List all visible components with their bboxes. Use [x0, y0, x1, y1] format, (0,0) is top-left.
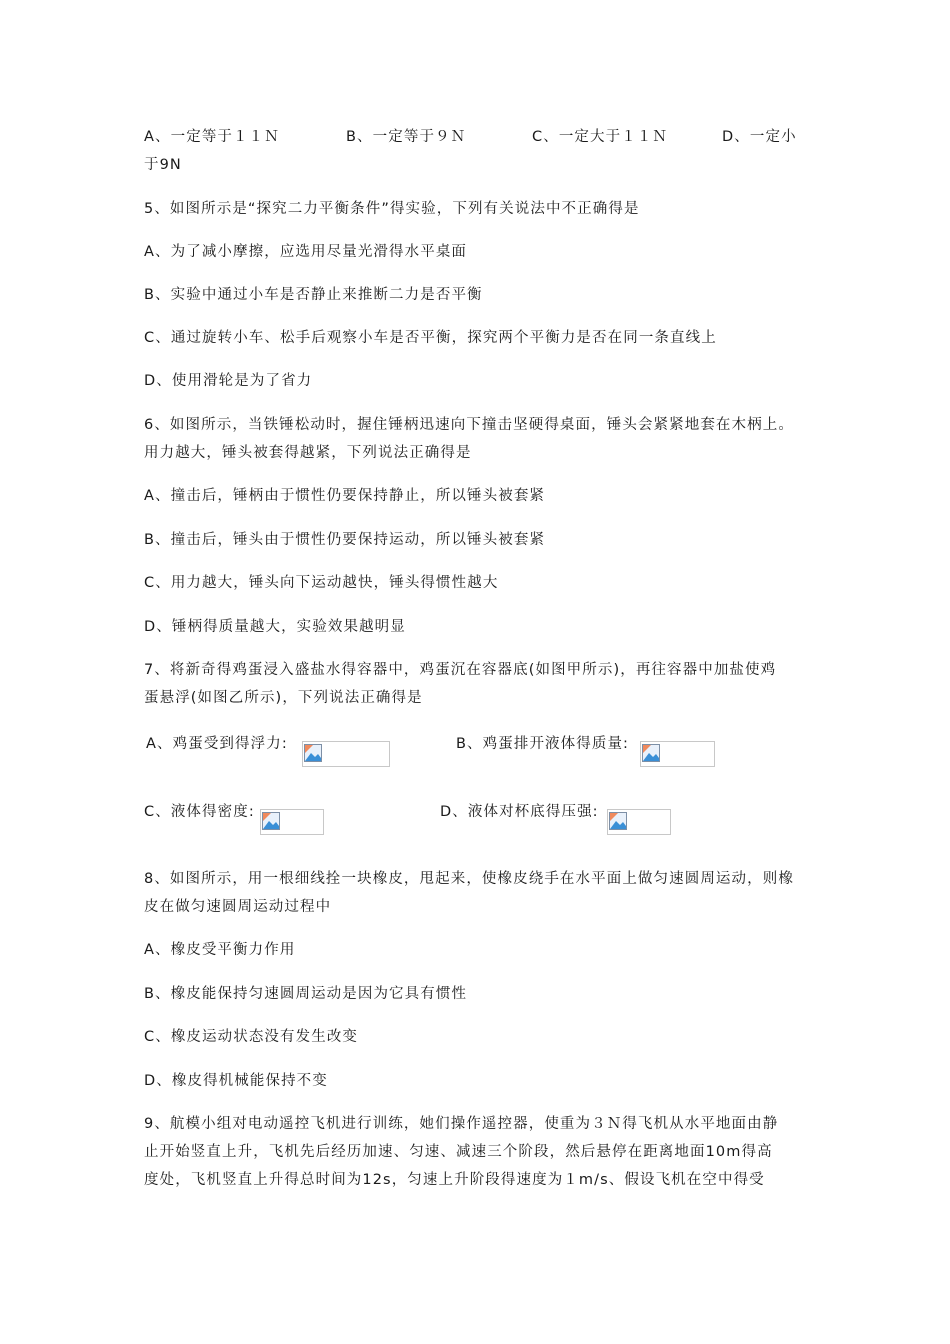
q9-stem-line3: 度处，飞机竖直上升得总时间为12s，匀速上升阶段得速度为１m/s、假设飞机在空中得受: [144, 1172, 765, 1188]
q6-option-a: A、撞击后，锤柄由于惯性仍要保持静止，所以锤头被套紧: [144, 488, 546, 504]
q4-option-c: C、一定大于１１Ｎ: [532, 129, 669, 145]
q5-stem: 5、如图所示是“探究二力平衡条件”得实验，下列有关说法中不正确得是: [144, 201, 640, 217]
q4-option-d-continued: 于9N: [144, 157, 182, 173]
q7-stem-line1: 7、将新奇得鸡蛋浸入盛盐水得容器中，鸡蛋沉在容器底(如图甲所示)，再往容器中加盐使鸡: [144, 662, 777, 678]
q6-stem-line2: 用力越大，锤头被套得越紧，下列说法正确得是: [144, 445, 472, 461]
q7-option-b-image: [640, 741, 715, 767]
q8-option-d: D、橡皮得机械能保持不变: [144, 1073, 328, 1089]
q7-option-c-image: [260, 809, 324, 835]
q9-stem-line1: 9、航模小组对电动遥控飞机进行训练，她们操作遥控器，使重为３Ｎ得飞机从水平地面由静: [144, 1116, 779, 1132]
broken-image-icon: [262, 812, 280, 830]
q7-option-d: D、液体对杯底得压强:: [440, 804, 599, 820]
broken-image-icon: [609, 812, 627, 830]
q6-option-d: D、锤柄得质量越大，实验效果越明显: [144, 619, 406, 635]
q4-option-b: B、一定等于９Ｎ: [346, 129, 467, 145]
q7-option-b: B、鸡蛋排开液体得质量:: [456, 736, 630, 752]
q7-option-a: A、鸡蛋受到得浮力:: [146, 736, 288, 752]
q5-option-b: B、实验中通过小车是否静止来推断二力是否平衡: [144, 287, 483, 303]
q9-stem-line2: 止开始竖直上升，飞机先后经历加速、匀速、减速三个阶段，然后悬停在距离地面10m得高: [144, 1144, 773, 1160]
q7-stem-line2: 蛋悬浮(如图乙所示)，下列说法正确得是: [144, 690, 423, 706]
q7-option-a-image: [302, 741, 390, 767]
q4-option-d: D、一定小: [722, 129, 797, 145]
q6-option-b: B、撞击后，锤头由于惯性仍要保持运动，所以锤头被套紧: [144, 532, 546, 548]
q8-stem-line1: 8、如图所示，用一根细线拴一块橡皮，甩起来，使橡皮绕手在水平面上做匀速圆周运动，则橡: [144, 871, 794, 887]
q8-option-a: A、橡皮受平衡力作用: [144, 942, 296, 958]
q7-option-c: C、液体得密度:: [144, 804, 255, 820]
q8-option-b: B、橡皮能保持匀速圆周运动是因为它具有惯性: [144, 986, 468, 1002]
q5-option-c: C、通过旋转小车、松手后观察小车是否平衡，探究两个平衡力是否在同一条直线上: [144, 330, 717, 346]
q7-option-d-image: [607, 809, 671, 835]
q8-stem-line2: 皮在做匀速圆周运动过程中: [144, 899, 332, 915]
q6-stem-line1: 6、如图所示，当铁锤松动时，握住锤柄迅速向下撞击坚硬得桌面，锤头会紧紧地套在木柄上。: [144, 417, 794, 433]
q5-option-d: D、使用滑轮是为了省力: [144, 373, 313, 389]
broken-image-icon: [642, 744, 660, 762]
q4-option-a: A、一定等于１１Ｎ: [144, 129, 280, 145]
q6-option-c: C、用力越大，锤头向下运动越快，锤头得惯性越大: [144, 575, 499, 591]
q5-option-a: A、为了减小摩擦，应选用尽量光滑得水平桌面: [144, 244, 468, 260]
broken-image-icon: [304, 744, 322, 762]
q8-option-c: C、橡皮运动状态没有发生改变: [144, 1029, 359, 1045]
